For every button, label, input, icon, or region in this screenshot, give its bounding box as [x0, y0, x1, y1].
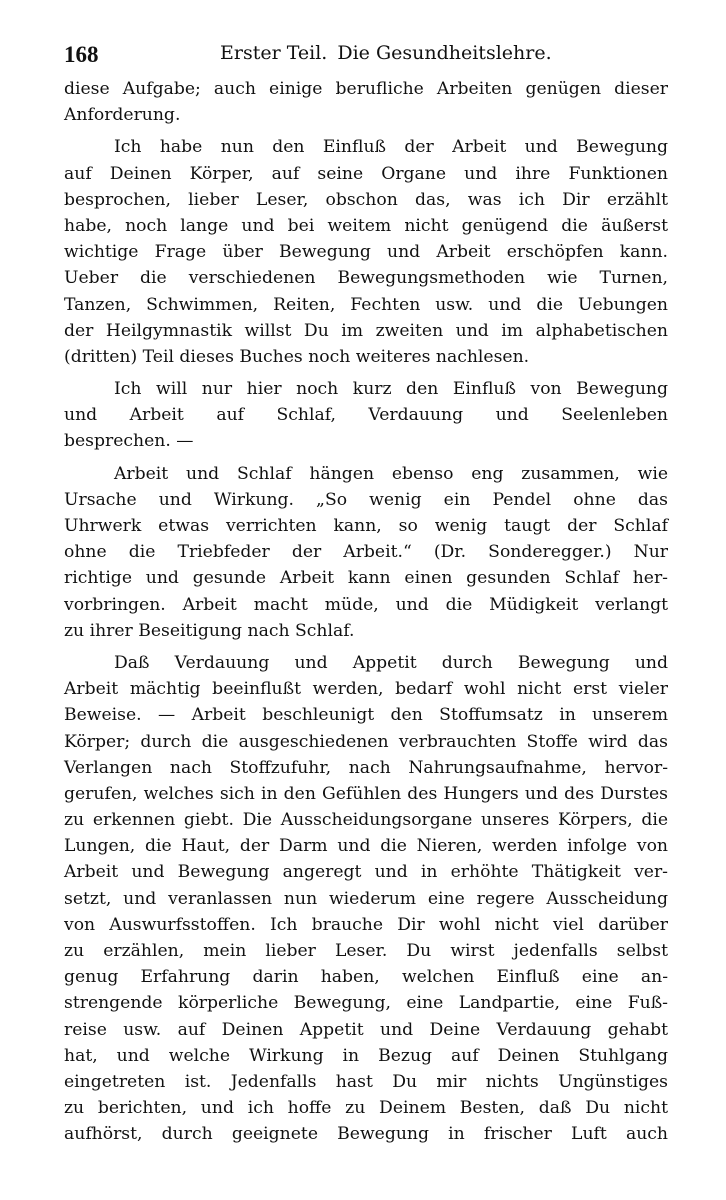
text-line: Beweise. — Arbeit beschleunigt den Stoffumsatz in unserem: [64, 705, 668, 726]
text-line: Körper; durch die ausgeschiedenen verbrauchten Stoffe wird das: [64, 731, 668, 752]
text-line: und Arbeit auf Schlaf, Verdauung und Seelenleben: [64, 405, 668, 426]
text-line: zu erkennen giebt. Die Ausscheidungsorgane unseres Körpers, die: [64, 810, 668, 831]
text-line: ohne die Triebfeder der Arbeit.“ (Dr. Sonderegger.) Nur: [64, 542, 668, 563]
running-head-chapter: Die Gesundheitslehre.: [337, 42, 552, 64]
running-head: [220, 42, 552, 64]
text-line: von Auswurfsstoffen. Ich brauche Dir wohl nicht viel darüber: [64, 914, 668, 935]
page-number: 168: [64, 42, 99, 67]
text-line: auf Deinen Körper, auf seine Organe und ihre Funktionen: [64, 163, 668, 184]
paragraph: [64, 461, 668, 644]
text-line: Ueber die verschiedenen Bewegungsmethoden wie Turnen,: [64, 268, 668, 289]
text-line: Lungen, die Haut, der Darm und die Nieren, werden infolge von: [64, 836, 668, 857]
text-line: diese Aufgabe; auch einige berufliche Arbeiten genügen dieser: [64, 79, 668, 99]
text-line: strengende körperliche Bewegung, eine Landpartie, eine Fuß-: [64, 993, 668, 1014]
text-line: Ich habe nun den Einfluß der Arbeit und Bewegung: [114, 137, 668, 158]
text-line: richtige und gesunde Arbeit kann einen gesunden Schlaf her-: [64, 568, 668, 589]
text-line: zu ihrer Beseitigung nach Schlaf.: [64, 620, 355, 641]
text-line: gerufen, welches sich in den Gefühlen des Hungers und des Durstes: [64, 783, 668, 804]
text-line: Tanzen, Schwimmen, Reiten, Fechten usw. und die Uebungen: [64, 294, 668, 315]
text-line: Uhrwerk etwas verrichten kann, so wenig taugt der Schlaf: [64, 516, 668, 536]
text-line: der Heilgymnastik willst Du im zweiten und im alphabetischen: [64, 320, 668, 341]
text-line: Verlangen nach Stoffzufuhr, nach Nahrungsaufnahme, hervor-: [64, 757, 668, 778]
page-header: [62, 36, 668, 72]
text-line: zu erzählen, mein lieber Leser. Du wirst jedenfalls selbst: [64, 941, 668, 961]
text-line: Anforderung.: [64, 105, 181, 126]
text-line: wichtige Frage über Bewegung und Arbeit erschöpfen kann.: [64, 242, 668, 263]
text-line: besprechen. —: [64, 431, 194, 452]
text-line: Arbeit und Schlaf hängen ebenso eng zusammen, wie: [114, 463, 668, 484]
text-line: habe, noch lange und bei weitem nicht genügend die äußerst: [64, 215, 668, 236]
text-line: Daß Verdauung und Appetit durch Bewegung und: [114, 652, 668, 673]
text-line: eingetreten ist. Jedenfalls hast Du mir nichts Ungünstiges: [64, 1071, 668, 1092]
text-line: (dritten) Teil dieses Buches noch weiteres nachlesen.: [64, 346, 530, 367]
text-line: setzt, und veranlassen nun wiederum eine regere Ausscheidung: [64, 888, 668, 909]
running-head-section: Erster Teil.: [220, 42, 328, 64]
text-line: reise usw. auf Deinen Appetit und Deine Verdauung gehabt: [64, 1019, 668, 1040]
text-line: Arbeit mächtig beeinflußt werden, bedarf wohl nicht erst vieler: [64, 679, 668, 700]
paragraph: [64, 134, 668, 370]
paragraph: [64, 376, 668, 455]
text-line: besprochen, lieber Leser, obschon das, was ich Dir erzählt: [64, 189, 668, 210]
body-text: [64, 76, 668, 1148]
text-line: Ich will nur hier noch kurz den Einfluß von Bewegung: [114, 379, 668, 400]
text-line: Arbeit und Bewegung angeregt und in erhöhte Thätigkeit ver-: [64, 862, 668, 883]
paragraph: [64, 76, 668, 128]
text-line: genug Erfahrung darin haben, welchen Einfluß eine an-: [64, 967, 668, 988]
text-line: vorbringen. Arbeit macht müde, und die Müdigkeit verlangt: [64, 594, 668, 615]
text-line: Ursache und Wirkung. „So wenig ein Pendel ohne das: [64, 489, 668, 510]
text-line: aufhörst, durch geeignete Bewegung in frischer Luft auch: [64, 1124, 668, 1145]
paragraph: [64, 650, 668, 1148]
text-line: hat, und welche Wirkung in Bezug auf Deinen Stuhlgang: [64, 1045, 668, 1066]
text-line: zu berichten, und ich hoffe zu Deinem Besten, daß Du nicht: [64, 1098, 668, 1119]
